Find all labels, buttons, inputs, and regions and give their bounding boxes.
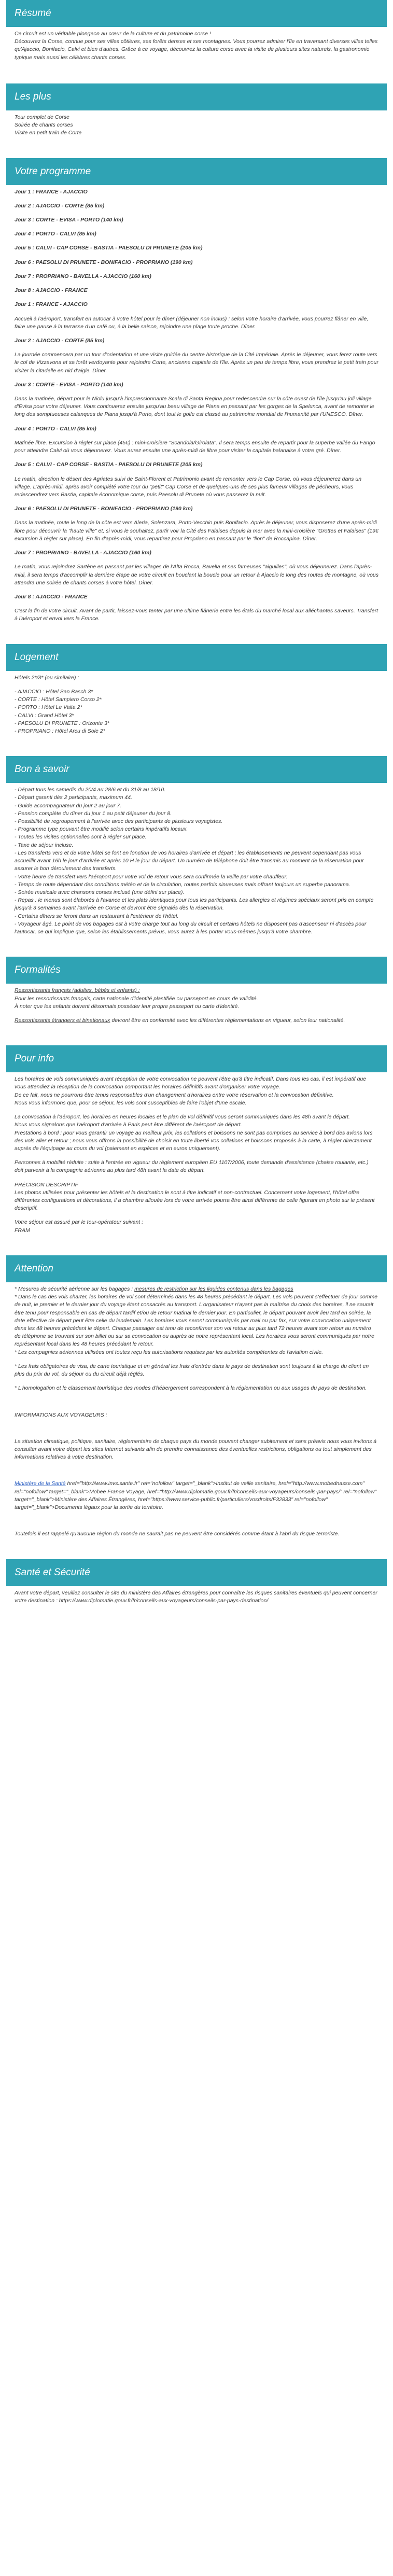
section-title-attention: Attention — [6, 1255, 387, 1282]
info-item: - Départ tous les samedis du 20/4 au 28/6 et du 31/8 au 18/10. — [15, 787, 166, 793]
section-title-sante-securite: Santé et Sécurité — [6, 1559, 387, 1586]
info-paragraph: Les horaires de vols communiqués avant réception de votre convocation ne peuvent l'être qu'à titre indicatif. Dans tous les cas, il est impératif que vous attendiez la réception de la convocation comportant les horaires définitifs avant d'organiser votre voyage. — [15, 1076, 367, 1090]
hotel-item: - PAESOLU DI PRUNETE : Orizonte 3* — [15, 720, 110, 726]
hotel-item: - CORTE : Hôtel Sampiero Corso 2* — [15, 696, 102, 703]
day-title: Jour 2 : AJACCIO - CORTE (85 km) — [15, 337, 105, 344]
formalites-text: devront être en conformité avec les différentes réglementations en vigueur, selon leur nationalité. — [111, 1017, 345, 1024]
info-item: - Pension complète du dîner du jour 1 au petit déjeuner du jour 8. — [15, 810, 172, 817]
day-text: Dans la matinée, départ pour le Niolu jusqu'à l'impressionnante Scala di Santa Regina pour redescendre sur la côte ouest de l'île jusqu'au joli village d'Evisa pour votre déjeuner. Vous continuerez ensuite jusqu'au beau village de Piana en passant par les gorges de la Spelunca, avant de remonter le long des somptueuses calanques de Piana jusqu'à Porto, dont tout le golfe est classé au patrimoine mondial de l'humanité par l'UNESCO. Dîner. — [15, 396, 374, 418]
info-paragraph: Personnes à mobilité réduite : suite à l'entrée en vigueur du règlement européen EU 1107/2006, toute demande d'assistance (chaise roulante, etc.) doit parvenir à la compagnie aérienne au plus tard 48h avant la date de départ. — [15, 1159, 369, 1174]
attention-text: * L'homologation et le classement touristique des modes d'hébergement correspondent à la réglementation ou aux usages du pays de destination. — [15, 1385, 367, 1392]
info-paragraph: Les photos utilisées pour présenter les hôtels et la destination le sont à titre indicatif et non-contractuel. Concernant votre logement, l'hôtel offre différentes configurations et décorations, il a chambre allouée lors de votre arrivée pourra être ainsi différente de celle figurant en photo sur le présent descriptif. — [15, 1189, 375, 1212]
day-title: Jour 1 : FRANCE - AJACCIO — [15, 301, 88, 308]
attention-text: INFORMATIONS AUX VOYAGEURS : — [15, 1411, 107, 1418]
day-text: Le matin, direction le désert des Agriates suivi de Saint-Florent et Patrimonio avant de remonter vers le Cap Corse, où vous déjeunerez dans un village. L'après-midi, après avoir complété votre tour du "petit" Cap Corse et de quelques-uns de ses plus fameux villages de pêcheurs, vous redescendrez vers Bastia, capitale économique corse, puis Paesolu di Prunete où vous passerez la nuit. — [15, 475, 362, 498]
attention-text: * Les compagnies aériennes utilisées ont toutes reçu les autorisations requises par les autorités compétentes de l'aviation civile. — [15, 1349, 323, 1355]
resume-line: Découvrez la Corse, connue pour ses villes côtières, ses forêts denses et ses montagnes. Vous pourrez admirer l'île en traversant diverses villes telles qu'Ajaccio, Bonifacio, Calvi et bien d'autres. Grâce à ce voyage, découvrez la culture corse avec la visite de plusieurs sites naturels, la gastronomie typique mais aussi les célèbres chants corses. — [15, 38, 378, 61]
day-title: Jour 8 : AJACCIO - FRANCE — [15, 593, 88, 600]
overview-day: Jour 5 : CALVI - CAP CORSE - BASTIA - PAESOLU DI PRUNETE (205 km) — [15, 245, 203, 251]
day-title: Jour 6 : PAESOLU DI PRUNETE - BONIFACIO - PROPRIANO (190 km) — [15, 506, 193, 512]
day-title: Jour 7 : PROPRIANO - BAVELLA - AJACCIO (160 km) — [15, 550, 151, 556]
hotel-item: - AJACCIO : Hôtel San Basch 3* — [15, 688, 93, 695]
info-paragraph: Votre séjour est assuré par le tour-opérateur suivant : — [15, 1219, 144, 1226]
ressortissants-francais-link[interactable]: Ressortissants français (adultes, bébés et enfants) : — [15, 987, 140, 994]
day-text: La journée commencera par un tour d'orientation et une visite guidée du centre historique de la Cité Impériale. Après le déjeuner, vous ferez route vers le col de Vizzavona et sa forêt verdoyante pour rejoindre Corte, ancienne capitale de l'île. Après un peu de temps libre, vous prendrez le petit train pour visiter la citadelle en nid d'aigle. Dîner. — [15, 352, 378, 374]
day-text: Matinée libre. Excursion à régler sur place (45€) : mini-croisière "Scandola/Girolata". Il sera temps ensuite de repartir pour la superbe vallée du Fango pour atteindre Calvi où vous déjeunerez. Vous aurez ensuite une après-midi de libre pour visiter la capitale balanaise à votre gré. Dîner. — [15, 439, 375, 454]
attention-text: * Mesures de sécurité aérienne sur les bagages : — [15, 1285, 133, 1292]
ressortissants-etrangers-link[interactable]: Ressortissants étrangers et binationaux — [15, 1017, 110, 1024]
info-item: - Certains dîners se feront dans un restaurant à l'extérieur de l'hôtel. — [15, 913, 179, 919]
section-title-bon-a-savoir: Bon à savoir — [6, 756, 387, 783]
hotel-item: - PROPRIANO : Hôtel Arcu di Sole 2* — [15, 727, 105, 734]
overview-day: Jour 6 : PAESOLU DI PRUNETE - BONIFACIO - PROPRIANO (190 km) — [15, 259, 193, 265]
day-text: Le matin, vous rejoindrez Sartène en passant par les villages de l'Alta Rocca, Bavella et ses fameuses "aiguilles", où vous déjeunerez. Dans l'après-midi, il sera temps d'accomplir la dernière étape de votre circuit en bouclant la boucle pour un retour à Ajaccio le long des routes de montagne, où vous attendra une soirée de chants corses à votre hôtel. Dîner. — [15, 564, 379, 586]
programme-overview — [6, 188, 387, 301]
section-title-plus: Les plus — [6, 83, 387, 110]
info-paragraph: De ce fait, nous ne pourrons être tenus responsables d'un changement d'horaires entre votre réservation et la convocation définitive. — [15, 1091, 334, 1098]
liquids-restriction-link[interactable]: mesures de restriction sur les liquides contenus dans les bagages — [134, 1285, 293, 1292]
day-title: Jour 3 : CORTE - EVISA - PORTO (140 km) — [15, 381, 123, 388]
section-title-resume: Résumé — [6, 0, 387, 27]
attention-text: href="http://www.invs.sante.fr" rel="nofollow" target="_blank">Institut de veille sanitaire, href="http://www.mobednasse.com" rel="nofollow" target="_blank">Mobee France Voyage, href="http://www.diplomatie.gouv.fr/fr/conseils-aux-voyageurs/conseils-par-pays/" rel="nofollow" target="_blank">Ministère des Affaires Étrangères, href="https://www.service-public.fr/particuliers/vosdroits/F32833" rel="nofollow" target="_blank">Documents légaux pour la sortie du territoire. — [15, 1480, 377, 1511]
info-item: - Voyageur âgé. Le point de vos bagages est à votre charge tout au long du circuit et certains hôtels ne disposent pas d'ascenseur ni d'accès pour l'autocar, ce qui implique que, selon les établissements prévus, vous aurez à les porter vous-mêmes jusqu'à votre chambre. — [15, 920, 367, 935]
day-title: Jour 5 : CALVI - CAP CORSE - BASTIA - PAESOLU DI PRUNETE (205 km) — [15, 461, 203, 468]
plus-item: Soirée de chants corses — [15, 122, 73, 129]
info-item: - Soirée musicale avec chansons corses inclusé (une défini sur place). — [15, 889, 185, 895]
info-item: - Guide accompagnateur du jour 2 au jour 7. — [15, 802, 122, 809]
overview-day: Jour 3 : CORTE - EVISA - PORTO (140 km) — [15, 216, 123, 223]
hotel-item: - PORTO : Hôtel Le Vaita 2* — [15, 704, 82, 711]
info-paragraph: Prestations à bord : pour vous garantir un voyage au meilleur prix, les collations et boissons ne sont pas comprises au service à bord des avions lors des vols aller et retour ; nous vous offrons la possibilité de choisir en toute liberté vos collations et boissons proposés à la carte, à régler directement auprès de l'équipage au cours du vol (paiement en espèces et en euros uniquement). — [15, 1129, 373, 1152]
formalites-text: Pour les ressortissants français, carte nationale d'identité plastifiée ou passeport en cours de validité. — [15, 995, 258, 1002]
day-text: Dans la matinée, route le long de la côte est vers Aleria, Solenzara, Porto-Vecchio puis Bonifacio. Après le déjeuner, vous disposerez d'une après-midi libre pour découvrir la "haute ville" et, si vous le souhaitez, partir voir la Cité des Falaises depuis la mer avec la mini-croisière "Grottes et Falaises" (19€ excursion à régler sur place). En fin d'après-midi, vous repartirez pour Propriano en passant par le "lion" de Roccapina. Dîner. — [15, 520, 378, 542]
overview-day: Jour 1 : FRANCE - AJACCIO — [15, 188, 88, 195]
logement-intro: Hôtels 2*/3* (ou similaire) : — [15, 674, 79, 681]
day-text: Accueil à l'aéroport, transfert en autocar à votre hôtel pour le dîner (déjeuner non inclus) : selon votre horaire d'arrivée, vous pourrez flâner en ville, faire une pause à la terrasse d'un café ou, à la belle saison, rejoindre une plage toute proche. Dîner. — [15, 315, 369, 330]
attention-text: * Dans le cas des vols charter, les horaires de vol sont déterminés dans les 48 heures précédant le départ. Les vols peuvent s'effectuer de jour comme de nuit, le premier et le dernier jour du voyage étant consacrés au transport. L'organisateur n'ayant pas la maîtrise du choix des horaires, il ne saurait être tenu pour responsable en cas de départ tardif et/ou de retour matinal le dernier jour. En particulier, le départ pouvant avoir lieu tard en soirée, la date effective de départ peut être celle du lendemain. Les horaires vous seront communiqués par mail ou par fax, sur votre convocation uniquement dans les 48 heures précédant le départ. Chaque passager est tenu de reconfirmer son vol retour au plus tard 72 heures avant son retour au numéro de téléphone se trouvant sur son billet ou sur sa convocation ou auprès de notre représentant local. Les horaires vous seront communiqués par notre représentant local dans les 48 heures précédant le retour. — [15, 1294, 378, 1348]
info-item: - Temps de route dépendant des conditions météo et de la circulation, routes parfois sinueuses mais offrant toujours un superbe panorama. — [15, 881, 350, 888]
formalites-text: À noter que les enfants doivent désormais posséder leur propre passeport ou carte d'identité. — [15, 1003, 240, 1010]
attention-text: Toutefois il est rappelé qu'aucune région du monde ne saurait pas ne peuvent être considérés comme étant à l'abri du risque terroriste. — [15, 1531, 340, 1537]
attention-text: La situation climatique, politique, sanitaire, réglementaire de chaque pays du monde pouvant changer subitement et sans préavis nous vous invitons à consulter avant votre départ les sites Internet suivants afin de prendre connaissance des éventuelles restrictions, obligations ou tout simplement des informations relatives à votre destination. — [15, 1438, 377, 1461]
day-title: Jour 4 : PORTO - CALVI (85 km) — [15, 425, 96, 432]
section-title-programme: Votre programme — [6, 158, 387, 185]
plus-item: Tour complet de Corse — [15, 114, 69, 120]
plus-item: Visite en petit train de Corte — [15, 130, 82, 136]
programme-details — [6, 301, 387, 623]
overview-day: Jour 8 : AJACCIO - FRANCE — [15, 287, 88, 294]
section-title-pour-info: Pour info — [6, 1045, 387, 1072]
section-title-formalites: Formalités — [6, 957, 387, 984]
info-item: - Repas : le menus sont élaborés à l'avance et les plats identiques pour tous les participants. Les allergies et régimes spéciaux seront pris en compte jusqu'à 3 semaines avant l'arrivée en Corse et devront être signalés dès la réservation. — [15, 897, 374, 912]
day-text: C'est la fin de votre circuit. Avant de partir, laissez-vous tenter par une ultime flânerie entre les étals du marché local aux alléchantes saveurs. Transfert à l'aéroport et envol vers la France. — [15, 608, 378, 622]
info-item: - Départ garanti dès 2 participants, maximum 44. — [15, 794, 133, 801]
info-paragraph: FRAM — [15, 1227, 30, 1234]
info-item: - Votre heure de transfert vers l'aéroport pour votre vol de retour vous sera confirmée la veille par votre chauffeur. — [15, 873, 288, 880]
info-item: - Programme type pouvant être modifié selon certains impératifs locaux. — [15, 826, 188, 833]
info-item: - Possibilité de regroupement à l'arrivée avec des participants de plusieurs voyagistes. — [15, 818, 223, 825]
securite-text: Avant votre départ, veuillez consulter le site du ministère des Affaires étrangères pour connaître les risques sanitaires éventuels qui peuvent concerner votre destination : https://www.diplomatie.gouv.fr/fr/conseils-aux-voyageurs/conseils-par-pays-destination/ — [15, 1589, 377, 1604]
info-paragraph: Nous vous signalons que l'aéroport d'arrivée à Paris peut être différent de l'aéroport de départ. — [15, 1122, 242, 1128]
info-item: - Toutes les visites optionnelles sont à régler sur place. — [15, 834, 147, 841]
info-paragraph: La convocation à l'aéroport, les horaires en heures locales et le plan de vol définitif vous seront communiqués dans les 48h avant le départ. — [15, 1114, 350, 1121]
ministere-sante-link[interactable]: Ministère de la Santé — [15, 1480, 66, 1487]
overview-day: Jour 7 : PROPRIANO - BAVELLA - AJACCIO (160 km) — [15, 273, 151, 279]
overview-day: Jour 4 : PORTO - CALVI (85 km) — [15, 231, 96, 237]
attention-text: * Les frais obligatoires de visa, de carte touristique et en général les frais d'entrée dans le pays de destination sont toujours à la charge du client en plus du prix du vol, du séjour ou du circuit déjà réglés. — [15, 1363, 369, 1378]
info-item: - Les transferts vers et de votre hôtel se font en fonction de vos horaires d'arrivée et départ ; les établissements ne peuvent cependant pas vous accueillir avant 16h le jour d'arrivée et après 10 H le jour du départ. Un numéro de téléphone doit être transmis au moment de la réservation pour assurer le bon déroulement des transferts. — [15, 849, 364, 872]
resume-line: Ce circuit est un véritable plongeon au cœur de la culture et du patrimoine corse ! — [15, 31, 211, 37]
section-title-logement: Logement — [6, 644, 387, 671]
overview-day: Jour 2 : AJACCIO - CORTE (85 km) — [15, 202, 105, 209]
hotel-item: - CALVI : Grand Hôtel 3* — [15, 712, 74, 719]
info-paragraph: PRÉCISION DESCRIPTIF — [15, 1181, 79, 1188]
info-paragraph: Nous vous informons que, pour ce séjour, les vols sont susceptibles de faire l'objet d'une escale. — [15, 1099, 247, 1106]
info-item: - Taxe de séjour incluse. — [15, 842, 74, 848]
